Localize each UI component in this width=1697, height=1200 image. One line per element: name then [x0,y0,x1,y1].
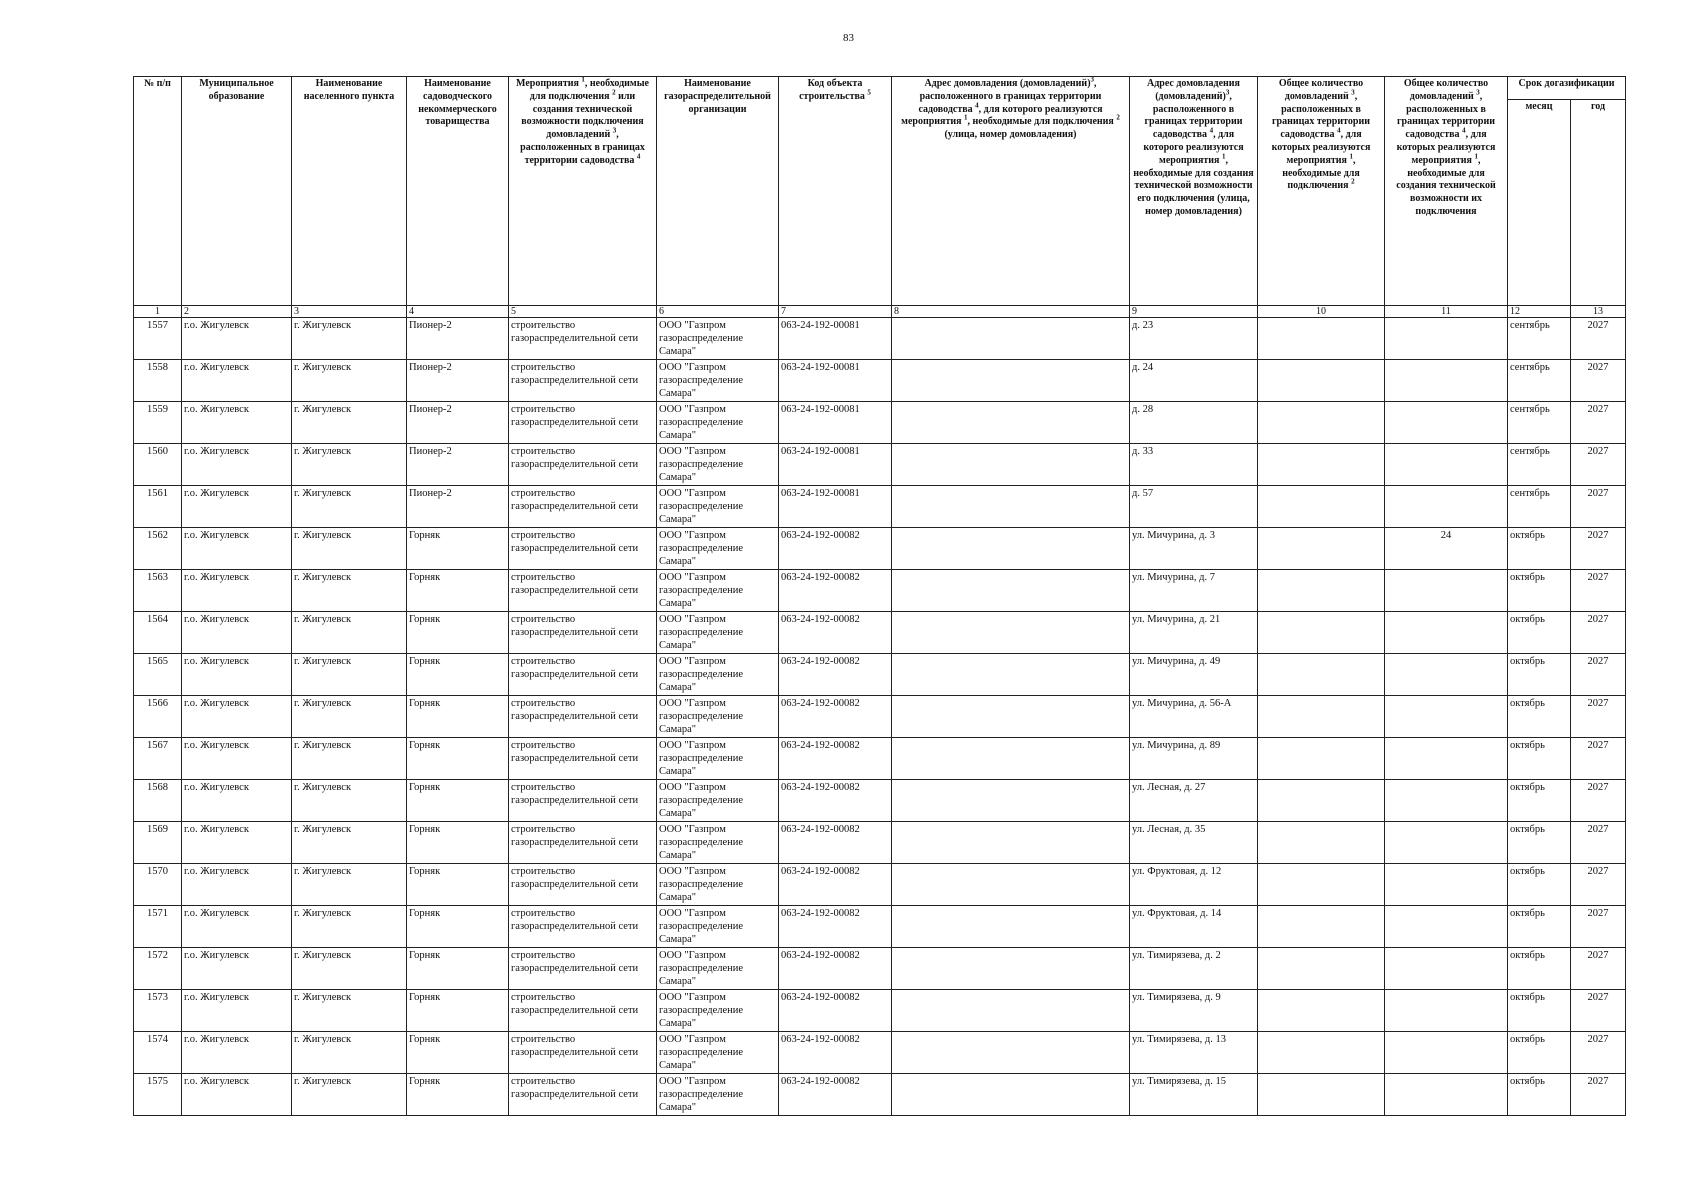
cell-total-connection [1258,402,1385,444]
cell-total-connection [1258,570,1385,612]
cell-measure: строительство газораспределительной сети [509,486,657,528]
cell-settlement: г. Жигулевск [292,948,407,990]
cell-municipality: г.о. Жигулевск [182,654,292,696]
cell-partnership: Горняк [407,822,509,864]
cell-organization: ООО "Газпром газораспределение Самара" [657,948,779,990]
table-row [134,696,1626,738]
cell-address-capability: ул. Мичурина, д. 49 [1130,654,1258,696]
cell-total-capability [1385,654,1508,696]
cell-measure: строительство газораспределительной сети [509,1074,657,1116]
cell-organization: ООО "Газпром газораспределение Самара" [657,864,779,906]
cell-measure: строительство газораспределительной сети [509,1032,657,1074]
column-number: 10 [1258,306,1385,318]
cell-month: октябрь [1508,906,1571,948]
cell-settlement: г. Жигулевск [292,318,407,360]
cell-address-connection [892,696,1130,738]
table-row [134,990,1626,1032]
cell-measure: строительство газораспределительной сети [509,990,657,1032]
cell-month: сентябрь [1508,444,1571,486]
cell-organization: ООО "Газпром газораспределение Самара" [657,780,779,822]
cell-municipality: г.о. Жигулевск [182,444,292,486]
cell-address-capability: ул. Фруктовая, д. 12 [1130,864,1258,906]
cell-total-connection [1258,654,1385,696]
cell-partnership: Горняк [407,906,509,948]
cell-total-capability [1385,360,1508,402]
cell-partnership: Горняк [407,528,509,570]
cell-address-capability: ул. Мичурина, д. 7 [1130,570,1258,612]
cell-year: 2027 [1571,570,1626,612]
cell-object-code: 063-24-192-00082 [779,906,892,948]
cell-partnership: Пионер-2 [407,402,509,444]
header-cell-total-capability: Общее количество домовладений $^3$, расположенных в границах территории садоводства $^4$, для которых реализуются мероприятия $^1$, необходимые для создания технической возможности их подключения [1385,77,1508,306]
cell-number: 1560 [134,444,182,486]
cell-municipality: г.о. Жигулевск [182,486,292,528]
cell-municipality: г.о. Жигулевск [182,906,292,948]
cell-year: 2027 [1571,654,1626,696]
cell-total-capability [1385,822,1508,864]
table-row [134,738,1626,780]
cell-total-connection [1258,528,1385,570]
header-cell-total-connection: Общее количество домовладений $^3$, расположенных в границах территории садоводства $^4$, для которых реализуются мероприятия $^1$, необходимые для подключения $^2$ [1258,77,1385,306]
cell-municipality: г.о. Жигулевск [182,822,292,864]
cell-year: 2027 [1571,780,1626,822]
cell-address-connection [892,780,1130,822]
cell-measure: строительство газораспределительной сети [509,444,657,486]
cell-settlement: г. Жигулевск [292,696,407,738]
cell-object-code: 063-24-192-00082 [779,738,892,780]
cell-settlement: г. Жигулевск [292,1032,407,1074]
table-row [134,948,1626,990]
cell-address-connection [892,444,1130,486]
cell-municipality: г.о. Жигулевск [182,990,292,1032]
header-cell-deadline: Срок догазификации [1508,77,1626,100]
cell-municipality: г.о. Жигулевск [182,738,292,780]
cell-object-code: 063-24-192-00082 [779,1032,892,1074]
cell-organization: ООО "Газпром газораспределение Самара" [657,990,779,1032]
cell-organization: ООО "Газпром газораспределение Самара" [657,906,779,948]
table-row [134,570,1626,612]
cell-settlement: г. Жигулевск [292,738,407,780]
table-row [134,1032,1626,1074]
cell-address-capability: д. 23 [1130,318,1258,360]
cell-address-capability: ул. Тимирязева, д. 9 [1130,990,1258,1032]
cell-measure: строительство газораспределительной сети [509,360,657,402]
cell-address-connection [892,1074,1130,1116]
cell-measure: строительство газораспределительной сети [509,780,657,822]
cell-total-capability [1385,318,1508,360]
header-cell-month: месяц [1508,100,1571,306]
cell-organization: ООО "Газпром газораспределение Самара" [657,696,779,738]
cell-address-capability: ул. Мичурина, д. 89 [1130,738,1258,780]
cell-year: 2027 [1571,822,1626,864]
cell-address-connection [892,612,1130,654]
gasification-table [133,76,1626,1116]
cell-number: 1564 [134,612,182,654]
cell-address-capability: ул. Тимирязева, д. 2 [1130,948,1258,990]
cell-address-capability: ул. Лесная, д. 35 [1130,822,1258,864]
cell-partnership: Горняк [407,1074,509,1116]
cell-settlement: г. Жигулевск [292,528,407,570]
cell-number: 1572 [134,948,182,990]
cell-total-capability [1385,864,1508,906]
cell-object-code: 063-24-192-00082 [779,948,892,990]
cell-month: сентябрь [1508,360,1571,402]
cell-organization: ООО "Газпром газораспределение Самара" [657,1032,779,1074]
cell-organization: ООО "Газпром газораспределение Самара" [657,1074,779,1116]
cell-year: 2027 [1571,402,1626,444]
table-row [134,612,1626,654]
table-row [134,654,1626,696]
cell-partnership: Горняк [407,948,509,990]
column-number: 1 [134,306,182,318]
table-row [134,1074,1626,1116]
table-row [134,528,1626,570]
cell-address-connection [892,990,1130,1032]
header-cell-measures: Мероприятия $^1$, необходимые для подключения $^2$ или создания технической возможности подключения домовладений $^3$, расположенных в границах территории садоводства $^4$ [509,77,657,306]
cell-settlement: г. Жигулевск [292,780,407,822]
cell-partnership: Горняк [407,696,509,738]
column-number: 5 [509,306,657,318]
cell-organization: ООО "Газпром газораспределение Самара" [657,402,779,444]
cell-measure: строительство газораспределительной сети [509,612,657,654]
cell-address-connection [892,486,1130,528]
header-cell-num: № п/п [134,77,182,306]
cell-number: 1565 [134,654,182,696]
cell-total-connection [1258,486,1385,528]
cell-object-code: 063-24-192-00082 [779,528,892,570]
cell-year: 2027 [1571,906,1626,948]
table-row [134,486,1626,528]
cell-address-connection [892,570,1130,612]
cell-settlement: г. Жигулевск [292,990,407,1032]
cell-object-code: 063-24-192-00081 [779,402,892,444]
cell-address-connection [892,528,1130,570]
page-number: 83 [843,32,854,44]
cell-organization: ООО "Газпром газораспределение Самара" [657,654,779,696]
cell-month: сентябрь [1508,318,1571,360]
cell-address-connection [892,654,1130,696]
cell-municipality: г.о. Жигулевск [182,696,292,738]
table-row [134,780,1626,822]
cell-settlement: г. Жигулевск [292,906,407,948]
cell-settlement: г. Жигулевск [292,444,407,486]
cell-address-capability: д. 28 [1130,402,1258,444]
cell-month: октябрь [1508,570,1571,612]
column-number: 4 [407,306,509,318]
cell-address-connection [892,822,1130,864]
cell-total-connection [1258,444,1385,486]
cell-partnership: Горняк [407,612,509,654]
cell-object-code: 063-24-192-00082 [779,990,892,1032]
cell-total-connection [1258,738,1385,780]
cell-month: октябрь [1508,528,1571,570]
cell-object-code: 063-24-192-00082 [779,780,892,822]
header-cell-partnership: Наименование садоводческого некоммерческого товарищества [407,77,509,306]
cell-total-capability [1385,402,1508,444]
cell-address-connection [892,360,1130,402]
cell-total-connection [1258,780,1385,822]
cell-municipality: г.о. Жигулевск [182,528,292,570]
cell-total-connection [1258,990,1385,1032]
cell-address-connection [892,1032,1130,1074]
cell-measure: строительство газораспределительной сети [509,906,657,948]
column-number: 9 [1130,306,1258,318]
cell-measure: строительство газораспределительной сети [509,570,657,612]
cell-number: 1557 [134,318,182,360]
cell-municipality: г.о. Жигулевск [182,948,292,990]
cell-municipality: г.о. Жигулевск [182,1032,292,1074]
cell-month: октябрь [1508,654,1571,696]
cell-municipality: г.о. Жигулевск [182,318,292,360]
cell-total-capability [1385,738,1508,780]
cell-organization: ООО "Газпром газораспределение Самара" [657,486,779,528]
cell-month: октябрь [1508,1032,1571,1074]
header-cell-address-capability: Адрес домовладения (домовладений)$^3$, расположенного в границах территории садоводства $^4$, для которого реализуются мероприятия $^1$, необходимые для создания технической возможности его подключения (улица, номер домовладения) [1130,77,1258,306]
cell-address-capability: ул. Лесная, д. 27 [1130,780,1258,822]
cell-object-code: 063-24-192-00082 [779,612,892,654]
cell-partnership: Горняк [407,738,509,780]
cell-organization: ООО "Газпром газораспределение Самара" [657,444,779,486]
cell-object-code: 063-24-192-00081 [779,444,892,486]
cell-month: октябрь [1508,612,1571,654]
cell-number: 1573 [134,990,182,1032]
cell-total-connection [1258,360,1385,402]
cell-total-capability [1385,1074,1508,1116]
cell-municipality: г.о. Жигулевск [182,1074,292,1116]
cell-address-capability: ул. Тимирязева, д. 13 [1130,1032,1258,1074]
cell-address-capability: ул. Мичурина, д. 56-А [1130,696,1258,738]
cell-address-capability: ул. Фруктовая, д. 14 [1130,906,1258,948]
cell-total-capability [1385,486,1508,528]
cell-organization: ООО "Газпром газораспределение Самара" [657,612,779,654]
cell-total-connection [1258,1074,1385,1116]
cell-partnership: Горняк [407,864,509,906]
cell-organization: ООО "Газпром газораспределение Самара" [657,318,779,360]
cell-number: 1562 [134,528,182,570]
cell-total-connection [1258,948,1385,990]
cell-object-code: 063-24-192-00081 [779,486,892,528]
cell-address-capability: д. 33 [1130,444,1258,486]
cell-total-capability [1385,780,1508,822]
cell-total-capability [1385,612,1508,654]
cell-organization: ООО "Газпром газораспределение Самара" [657,360,779,402]
cell-settlement: г. Жигулевск [292,486,407,528]
cell-number: 1570 [134,864,182,906]
cell-year: 2027 [1571,696,1626,738]
column-number: 12 [1508,306,1571,318]
cell-object-code: 063-24-192-00081 [779,318,892,360]
table-row [134,318,1626,360]
cell-measure: строительство газораспределительной сети [509,822,657,864]
cell-total-connection [1258,822,1385,864]
cell-municipality: г.о. Жигулевск [182,360,292,402]
cell-address-connection [892,864,1130,906]
column-number: 2 [182,306,292,318]
cell-measure: строительство газораспределительной сети [509,696,657,738]
column-number-row [134,306,1626,318]
cell-partnership: Пионер-2 [407,486,509,528]
cell-year: 2027 [1571,612,1626,654]
cell-month: октябрь [1508,1074,1571,1116]
cell-total-connection [1258,906,1385,948]
cell-municipality: г.о. Жигулевск [182,570,292,612]
cell-settlement: г. Жигулевск [292,822,407,864]
cell-number: 1558 [134,360,182,402]
cell-settlement: г. Жигулевск [292,612,407,654]
cell-total-connection [1258,612,1385,654]
cell-partnership: Горняк [407,990,509,1032]
cell-partnership: Горняк [407,570,509,612]
cell-total-capability [1385,444,1508,486]
header-cell-settlement: Наименование населенного пункта [292,77,407,306]
header-cell-address-connection: Адрес домовладения (домовладений)$^3$, расположенного в границах территории садоводства $^4$, для которого реализуются мероприятия $^1$, необходимые для подключения $^2$ (улица, номер домовладения) [892,77,1130,306]
cell-total-capability [1385,948,1508,990]
cell-measure: строительство газораспределительной сети [509,402,657,444]
cell-month: октябрь [1508,822,1571,864]
cell-measure: строительство газораспределительной сети [509,948,657,990]
cell-address-capability: д. 57 [1130,486,1258,528]
cell-measure: строительство газораспределительной сети [509,864,657,906]
cell-address-connection [892,948,1130,990]
cell-number: 1568 [134,780,182,822]
cell-measure: строительство газораспределительной сети [509,738,657,780]
cell-measure: строительство газораспределительной сети [509,654,657,696]
cell-year: 2027 [1571,528,1626,570]
cell-year: 2027 [1571,948,1626,990]
cell-year: 2027 [1571,1074,1626,1116]
cell-measure: строительство газораспределительной сети [509,528,657,570]
cell-year: 2027 [1571,318,1626,360]
cell-total-capability [1385,570,1508,612]
cell-partnership: Горняк [407,1032,509,1074]
cell-address-capability: ул. Мичурина, д. 3 [1130,528,1258,570]
cell-number: 1571 [134,906,182,948]
cell-settlement: г. Жигулевск [292,402,407,444]
cell-object-code: 063-24-192-00081 [779,360,892,402]
cell-total-capability [1385,1032,1508,1074]
cell-object-code: 063-24-192-00082 [779,654,892,696]
cell-object-code: 063-24-192-00082 [779,822,892,864]
cell-total-connection [1258,864,1385,906]
cell-partnership: Горняк [407,654,509,696]
header-cell-object-code: Код объекта строительства $^5$ [779,77,892,306]
cell-partnership: Пионер-2 [407,360,509,402]
cell-number: 1569 [134,822,182,864]
cell-address-connection [892,906,1130,948]
cell-month: сентябрь [1508,486,1571,528]
cell-total-connection [1258,1032,1385,1074]
table-row [134,444,1626,486]
cell-object-code: 063-24-192-00082 [779,1074,892,1116]
cell-month: октябрь [1508,780,1571,822]
cell-total-connection [1258,318,1385,360]
cell-organization: ООО "Газпром газораспределение Самара" [657,738,779,780]
cell-number: 1575 [134,1074,182,1116]
cell-year: 2027 [1571,738,1626,780]
cell-month: октябрь [1508,990,1571,1032]
cell-object-code: 063-24-192-00082 [779,696,892,738]
header-row [134,77,1626,100]
cell-measure: строительство газораспределительной сети [509,318,657,360]
cell-year: 2027 [1571,864,1626,906]
cell-municipality: г.о. Жигулевск [182,864,292,906]
cell-year: 2027 [1571,360,1626,402]
cell-number: 1567 [134,738,182,780]
cell-settlement: г. Жигулевск [292,570,407,612]
cell-settlement: г. Жигулевск [292,654,407,696]
table-row [134,402,1626,444]
table-row [134,822,1626,864]
cell-number: 1563 [134,570,182,612]
cell-number: 1559 [134,402,182,444]
cell-total-capability: 24 [1385,528,1508,570]
cell-settlement: г. Жигулевск [292,360,407,402]
cell-object-code: 063-24-192-00082 [779,570,892,612]
cell-year: 2027 [1571,486,1626,528]
cell-number: 1561 [134,486,182,528]
column-number: 3 [292,306,407,318]
header-cell-municipality: Муниципальное образование [182,77,292,306]
cell-address-capability: д. 24 [1130,360,1258,402]
header-cell-organization: Наименование газораспределительной организации [657,77,779,306]
cell-year: 2027 [1571,444,1626,486]
cell-month: октябрь [1508,948,1571,990]
column-number: 6 [657,306,779,318]
cell-organization: ООО "Газпром газораспределение Самара" [657,570,779,612]
table-row [134,864,1626,906]
cell-partnership: Пионер-2 [407,318,509,360]
table-row [134,906,1626,948]
cell-object-code: 063-24-192-00082 [779,864,892,906]
column-number: 13 [1571,306,1626,318]
cell-municipality: г.о. Жигулевск [182,402,292,444]
cell-total-capability [1385,906,1508,948]
cell-month: сентябрь [1508,402,1571,444]
cell-settlement: г. Жигулевск [292,864,407,906]
cell-organization: ООО "Газпром газораспределение Самара" [657,822,779,864]
cell-address-connection [892,318,1130,360]
cell-number: 1566 [134,696,182,738]
cell-municipality: г.о. Жигулевск [182,780,292,822]
cell-month: октябрь [1508,738,1571,780]
cell-total-capability [1385,696,1508,738]
cell-total-capability [1385,990,1508,1032]
cell-year: 2027 [1571,990,1626,1032]
cell-partnership: Горняк [407,780,509,822]
column-number: 7 [779,306,892,318]
table-row [134,360,1626,402]
cell-address-capability: ул. Тимирязева, д. 15 [1130,1074,1258,1116]
cell-address-connection [892,738,1130,780]
cell-address-connection [892,402,1130,444]
cell-year: 2027 [1571,1032,1626,1074]
header-cell-year: год [1571,100,1626,306]
cell-municipality: г.о. Жигулевск [182,612,292,654]
cell-total-connection [1258,696,1385,738]
cell-month: октябрь [1508,696,1571,738]
column-number: 11 [1385,306,1508,318]
cell-settlement: г. Жигулевск [292,1074,407,1116]
column-number: 8 [892,306,1130,318]
cell-partnership: Пионер-2 [407,444,509,486]
cell-month: октябрь [1508,864,1571,906]
cell-organization: ООО "Газпром газораспределение Самара" [657,528,779,570]
cell-address-capability: ул. Мичурина, д. 21 [1130,612,1258,654]
cell-number: 1574 [134,1032,182,1074]
